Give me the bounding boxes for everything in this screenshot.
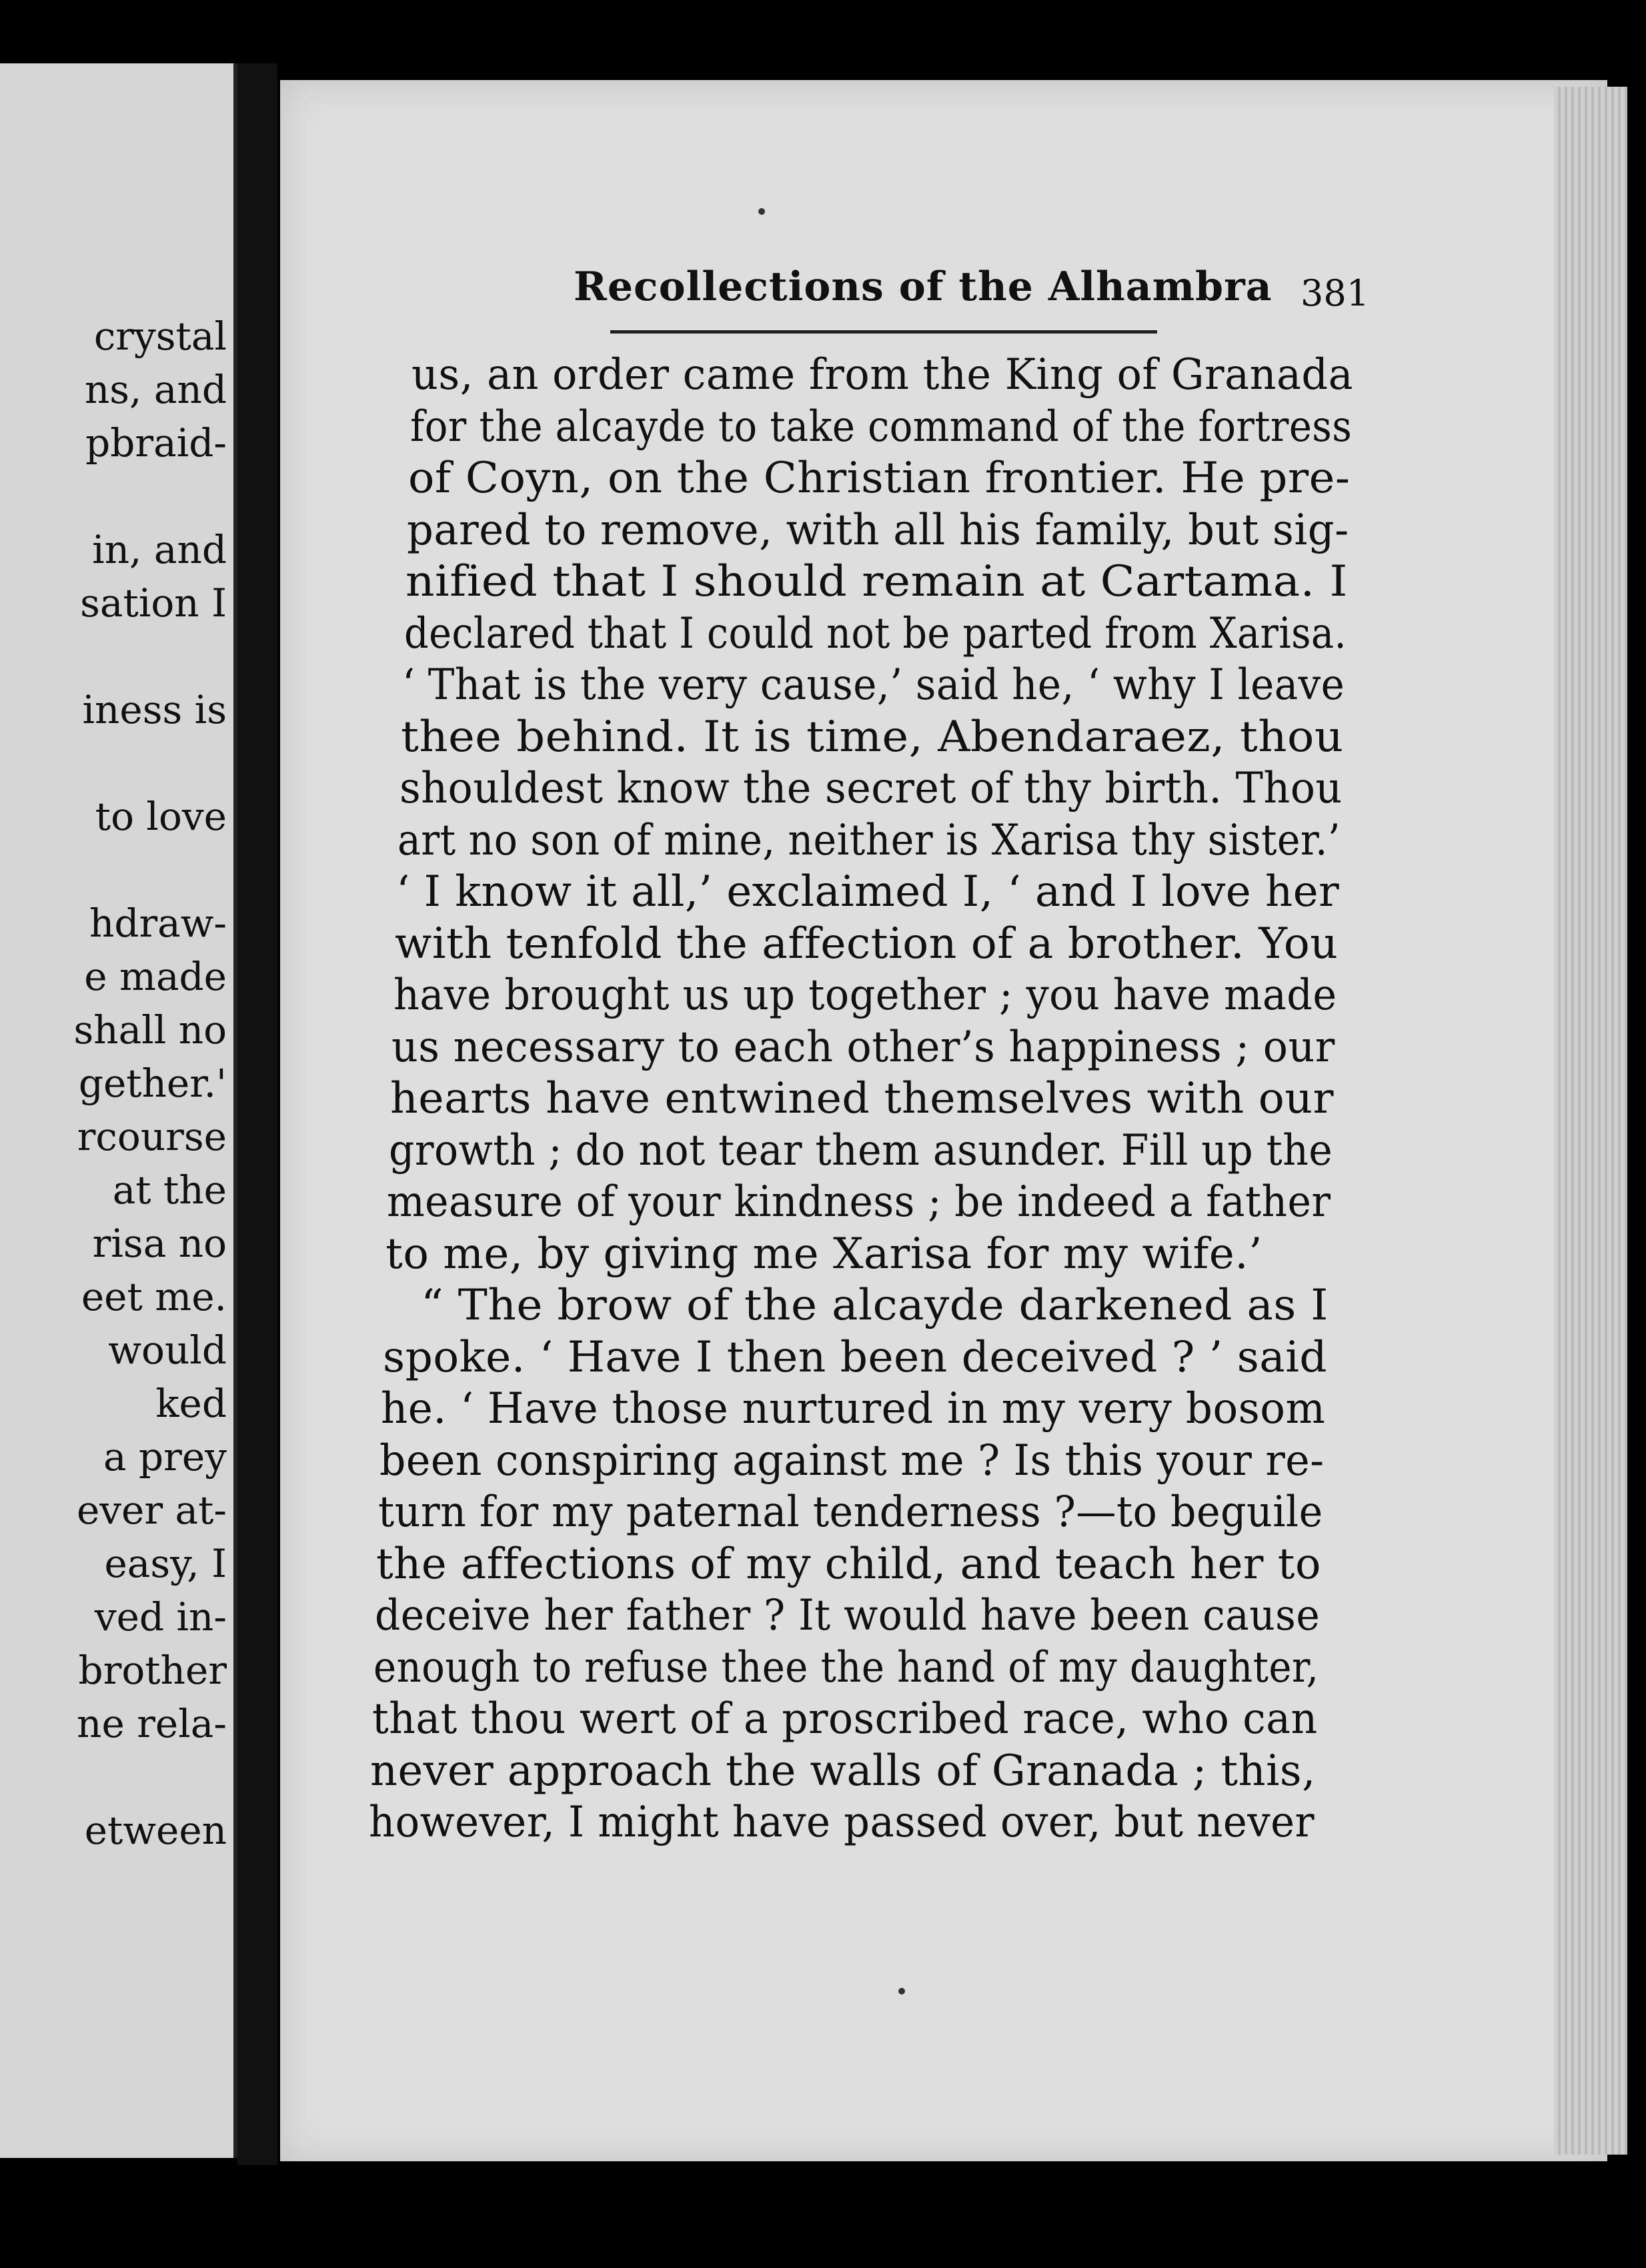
body-line: turn for my paternal tenderness ?—to beguile (377, 1488, 1323, 1537)
body-line: however, I might have passed over, but never (369, 1798, 1315, 1847)
previous-page-line: a prey (103, 1434, 227, 1480)
body-line: he. ‘ Have those nurtured in my very bosom (381, 1384, 1326, 1434)
body-line: art no son of mine, neither is Xarisa thy sister.’ (397, 815, 1341, 865)
speck (898, 1988, 905, 1995)
previous-page-line: gether.' (78, 1061, 227, 1106)
running-header: Recollections of the Alhambra (574, 263, 1273, 310)
body-line: of Coyn, on the Christian frontier. He pre- (408, 454, 1351, 503)
previous-page-line: eet me. (81, 1274, 227, 1319)
previous-page-line: sation I (80, 580, 227, 626)
body-line: “ The brow of the alcayde darkened as I (420, 1281, 1329, 1330)
previous-page-line: would (108, 1327, 227, 1373)
body-line: enough to refuse thee the hand of my daughter, (373, 1642, 1319, 1692)
previous-page-line: crystal (93, 314, 227, 359)
previous-page-line: ne rela- (77, 1701, 227, 1746)
body-line: for the alcayde to take command of the fortress (409, 402, 1352, 452)
previous-page-line: in, and (92, 527, 227, 572)
body-line: the affections of my child, and teach her to (376, 1539, 1322, 1589)
previous-page-line: hdraw- (89, 901, 227, 946)
header-rule (610, 330, 1157, 334)
body-line: us, an order came from the King of Granada (412, 350, 1353, 400)
previous-page-line: at the (112, 1167, 227, 1213)
book-gutter (237, 63, 277, 2165)
body-line: shouldest know the secret of thy birth. Thou (399, 764, 1343, 813)
previous-page-line: ved in- (94, 1594, 227, 1640)
body-line: ‘ That is the very cause,’ said he, ‘ why I leave (402, 660, 1345, 710)
previous-page (0, 63, 237, 2158)
body-line: declared that I could not be parted from Xarisa. (403, 608, 1347, 658)
previous-page-line: brother (78, 1648, 227, 1693)
previous-page-line: pbraid- (85, 420, 227, 466)
body-line: pared to remove, with all his family, but sig- (407, 505, 1349, 555)
previous-page-line: easy, I (104, 1541, 227, 1586)
body-line: us necessary to each other’s happiness ; our (391, 1022, 1336, 1072)
previous-page-line: to love (95, 794, 227, 839)
page-edges (1554, 87, 1627, 2155)
body-line: nified that I should remain at Cartama. I (405, 557, 1348, 606)
body-line: been conspiring against me ? Is this your re- (379, 1436, 1325, 1486)
previous-page-line: rcourse (77, 1114, 227, 1159)
body-line: that thou wert of a proscribed race, who can (371, 1694, 1318, 1744)
body-line: thee behind. It is time, Abendaraez, thou (401, 712, 1344, 762)
body-line: with tenfold the affection of a brother. You (394, 919, 1339, 969)
previous-page-line: ns, and (84, 367, 227, 412)
page-number: 381 (1301, 272, 1370, 314)
body-line: have brought us up together ; you have made (393, 971, 1337, 1020)
body-line: never approach the walls of Granada ; this, (370, 1746, 1317, 1796)
body-line: to me, by giving me Xarisa for my wife.’ (385, 1229, 1263, 1279)
previous-page-line: iness is (82, 687, 227, 732)
body-line: growth ; do not tear them asunder. Fill up the (388, 1125, 1333, 1175)
body-line: measure of your kindness ; be indeed a father (387, 1177, 1331, 1227)
previous-page-line: ked (155, 1381, 227, 1426)
previous-page-line: ever at- (76, 1488, 227, 1533)
previous-page-line: etween (84, 1808, 227, 1853)
previous-page-line: shall no (73, 1007, 227, 1053)
body-line: deceive her father ? It would have been cause (375, 1591, 1321, 1640)
previous-page-line: e made (84, 954, 227, 999)
body-line: ‘ I know it all,’ exclaimed I, ‘ and I love her (396, 867, 1340, 917)
body-line: spoke. ‘ Have I then been deceived ? ’ said (382, 1332, 1327, 1382)
body-line: hearts have entwined themselves with our (390, 1074, 1334, 1123)
speck (758, 208, 765, 215)
previous-page-line: risa no (92, 1221, 227, 1266)
